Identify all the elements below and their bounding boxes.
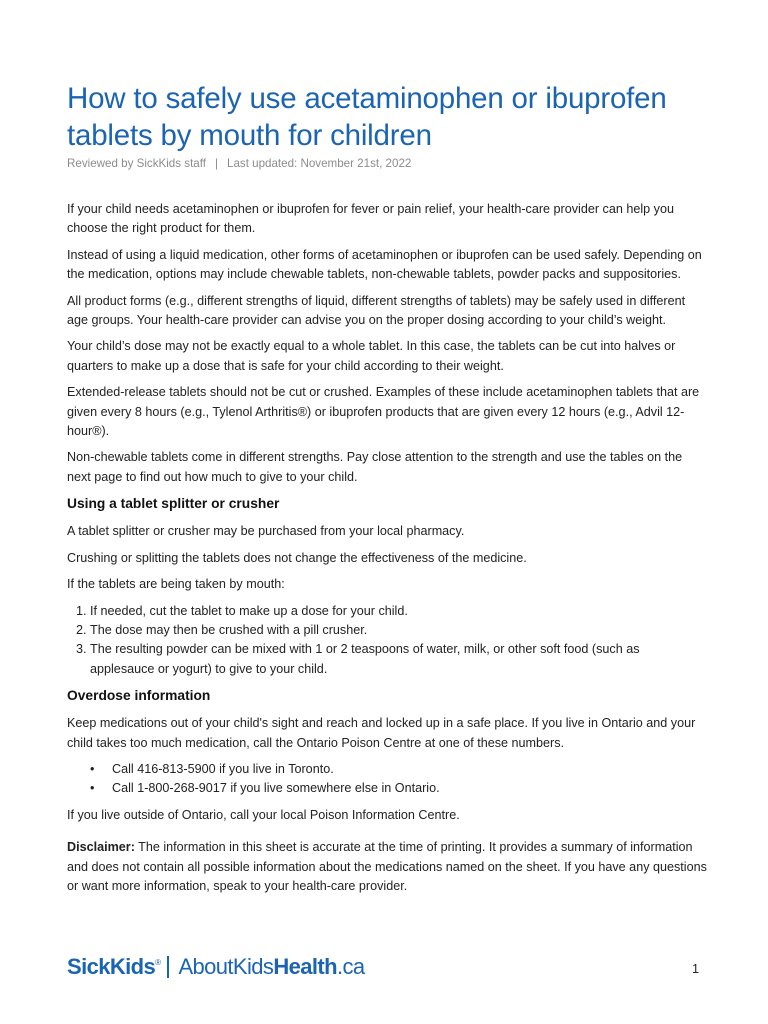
bullet-icon: • (90, 761, 95, 776)
splitter-heading: Using a tablet splitter or crusher (67, 496, 280, 512)
document-body (67, 200, 707, 903)
splitter-steps-list (67, 602, 707, 680)
disclaimer (67, 838, 707, 896)
health-wordmark: Health (273, 954, 337, 979)
poison-centre-list (67, 760, 707, 799)
list-item (90, 779, 707, 798)
intro-paragraph-5: Extended-release tablets should not be cut or crushed. Examples of these include acetaminophen tablets that are given every 8 hours (e.g., Tylenol Arthritis®) or ibuprofen products that are given every 12 hours (e.g., Advil 12-hour®). (67, 385, 700, 439)
list-item: 1. If needed, cut the tablet to make up a dose for your child. (90, 602, 707, 621)
intro-paragraph-6: Non-chewable tablets come in different strengths. Pay close attention to the strength and use the tables on the next page to find out how much to give to your child. (67, 450, 683, 484)
list-item: 3. The resulting powder can be mixed with 1 or 2 teaspoons of water, milk, or other soft food (such as applesauce or yogurt) to give to your child. (90, 640, 707, 679)
page-number: 1 (692, 962, 700, 976)
meta-separator: | (214, 157, 218, 170)
list-item-text: Call 1-800-268-9017 if you live somewhere else in Ontario. (112, 781, 440, 796)
logo-divider (167, 956, 169, 978)
disclaimer-label: Disclaimer: (67, 840, 135, 855)
sickkids-aboutkidshealth-logo (67, 952, 365, 982)
last-updated: Last updated: November 21st, 2022 (227, 157, 412, 170)
list-item (90, 760, 707, 779)
overdose-outro: If you live outside of Ontario, call your local Poison Information Centre. (67, 807, 460, 822)
reviewed-by: Reviewed by SickKids staff (67, 157, 206, 170)
trademark-mark: ® (155, 958, 161, 967)
splitter-paragraph-1: A tablet splitter or crusher may be purchased from your local pharmacy. (67, 524, 465, 539)
list-item-text: Call 416-813-5900 if you live in Toronto. (112, 761, 334, 776)
list-item: 2. The dose may then be crushed with a pill crusher. (90, 621, 707, 640)
splitter-paragraph-2: Crushing or splitting the tablets does not change the effectiveness of the medicine. (67, 550, 527, 565)
sickkids-wordmark: SickKids (67, 954, 156, 979)
intro-paragraph-2: Instead of using a liquid medication, other forms of acetaminophen or ibuprofen can be used safely. Depending on the medication, options may include chewable tablets, non-chewable tablets, powder packs and suppositories. (67, 247, 702, 282)
aboutkids-wordmark: AboutKids (178, 954, 274, 979)
ca-wordmark: .ca (336, 954, 365, 979)
overdose-heading: Overdose information (67, 688, 211, 704)
intro-paragraph-3: All product forms (e.g., different strengths of liquid, different strengths of tablets) may be safely used in different age groups. Your health-care provider can advise you on the proper dosing according to your child’s weight. (67, 293, 686, 328)
splitter-paragraph-3: If the tablets are being taken by mouth: (67, 577, 285, 592)
intro-paragraph-1: If your child needs acetaminophen or ibuprofen for fever or pain relief, your health-care provider can help you choose the right product for them. (67, 202, 674, 236)
bullet-icon: • (90, 781, 95, 796)
overdose-intro: Keep medications out of your child's sight and reach and locked up in a safe place. If you live in Ontario and your child takes too much medication, call the Ontario Poison Centre at one of these numbers. (67, 716, 696, 750)
page-title: How to safely use acetaminophen or ibuprofen tablets by mouth for children (67, 82, 667, 152)
intro-paragraph-4: Your child’s dose may not be exactly equal to a whole tablet. In this case, the tablets can be cut into halves or quarters to make up a dose that is safe for your child according to their weight. (67, 339, 676, 373)
review-meta (67, 157, 411, 171)
disclaimer-text: The information in this sheet is accurate at the time of printing. It provides a summary of information and does not contain all possible information about the medications named on the sheet. If you have any questions or want more information, speak to your health-care provider. (67, 840, 707, 893)
